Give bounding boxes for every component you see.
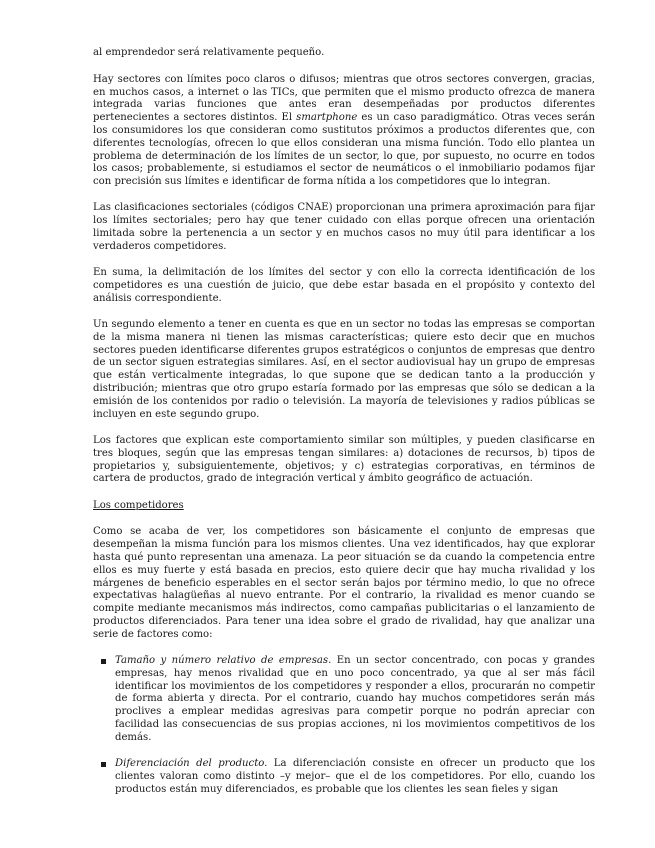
- section-heading: Los competidores: [93, 499, 184, 511]
- paragraph-sector-limits: [93, 74, 595, 189]
- paragraph-strategic-groups: Un segundo elemento a tener en cuenta es que en un sector no todas las empresas se comportan de la misma manera ni tienen las mismas características; quiere esto decir que en muchos sectores pueden identificarse diferentes grupos estratégicos o conjuntos de empresas que dentro de un sector siguen estrategias similares. Así, en el sector audiovisual hay un grupo de empresas que están verticalmente integradas, lo que supone que se dedican tanto a la producción y distribución; mientras que otro grupo estaría formado por las empresas que sólo se dedican a la emisión de los contenidos por radio o televisión. La mayoría de televisiones y radios públicas se incluyen en este segundo grupo.: [93, 319, 595, 420]
- list-item: [93, 655, 595, 745]
- paragraph-text: Hay sectores con límites poco claros o difusos; mientras que otros sectores convergen, gracias, en muchos casos, a internet o las TICs, que permiten que el mismo producto ofrezca de manera integrada varias funciones que antes eran desempeñadas por productos diferentes pertenecientes a sectores distintos. El: [93, 73, 595, 124]
- list-item: [93, 758, 595, 796]
- square-bullet-icon: [101, 659, 106, 664]
- factor-list: [93, 655, 595, 796]
- paragraph-cnae: Las clasificaciones sectoriales (códigos CNAE) proporcionan una primera aproximación para fijar los límites sectoriales; pero hay que tener cuidado con ellas porque ofrecen una orientación limitada sobre la pertenencia a un sector y en muchos casos no muy útil para identificar a los verdaderos competidores.: [93, 202, 595, 252]
- paragraph-competitors: Como se acaba de ver, los competidores son básicamente el conjunto de empresas que desempeñan la misma función para los mismos clientes. Una vez identificados, hay que explorar hasta qué punto representan una amenaza. La peor situación se da cuando la competencia entre ellos es muy fuerte y está basada en precios, esto quiere decir que hay mucha rivalidad y los márgenes de beneficio esperables en el sector serán bajos por término medio, lo que no ofrece expectativas halagüeñas al nuevo entrante. Por el contrario, la rivalidad es menor cuando se compite mediante mecanismos más indirectos, como campañas publicitarias o el lanzamiento de productos diferenciados. Para tener una idea sobre el grado de rivalidad, hay que analizar una serie de factores como:: [93, 526, 595, 640]
- paragraph-continuation: al emprendedor será relativamente pequeño.: [93, 47, 325, 58]
- paragraph-factors: Los factores que explican este comportamiento similar son múltiples, y pueden clasificarse en tres bloques, según que las empresas tengan similares: a) dotaciones de recursos, b) tipos de propietarios y, subsiguientemente, objetivos; y c) estrategias corporativas, en términos de cartera de productos, grado de integración vertical y ámbito geográfico de actuación.: [93, 434, 595, 485]
- square-bullet-icon: [101, 762, 106, 767]
- list-item-title: Tamaño y número relativo de empresas.: [115, 655, 332, 667]
- emphasis-term: smartphone: [296, 112, 358, 124]
- list-item-title: Diferenciación del producto.: [115, 758, 268, 770]
- paragraph-text: es un caso paradigmático. Otras veces serán los consumidores los que consideran como sustitutos próximos a productos diferentes que, con diferentes tecnologías, ofrecen lo que ellos consideran una misma función. Todo ello plantea un problema de determinación de los límites de un sector, lo que, por supuesto, no ocurre en todos los casos; probablemente, si estudiamos el sector de neumáticos o el inmobiliario podamos fijar con precisión sus límites e identificar de forma nítida a los competidores que lo integran.: [93, 112, 595, 188]
- list-item-text: La diferenciación consiste en ofrecer un producto que los clientes valoran como distinto –y mejor– que el de los competidores. Por ello, cuando los productos están muy diferenciados, es probable que los clientes les sean fieles y sigan: [115, 758, 595, 795]
- list-item-text: En un sector concentrado, con pocas y grandes empresas, hay menos rivalidad que en uno poco concentrado, ya que al ser más fácil identificar los movimientos de los competidores y responder a ellos, procurarán no competir de forma abierta y directa. Por el contrario, cuando hay muchos competidores serán más proclives a emplear medidas agresivas para competir porque no podrán apreciar con facilidad las consecuencias de sus propias acciones, ni los movimientos competitivos de los demás.: [115, 655, 595, 743]
- paragraph-summary: En suma, la delimitación de los límites del sector y con ello la correcta identificación de los competidores es una cuestión de juicio, que debe estar basada en el propósito y contexto del análisis correspondiente.: [93, 267, 595, 304]
